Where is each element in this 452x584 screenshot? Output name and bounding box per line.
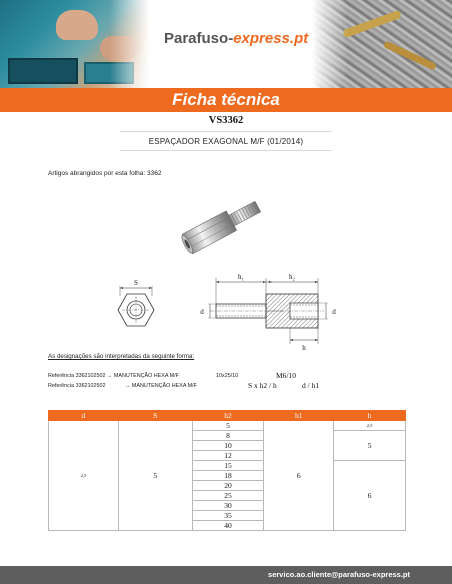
reference-text: Referência 3362102502 [48, 383, 106, 389]
cell-h: 6 [334, 461, 406, 531]
cell-h2: 18 [192, 471, 264, 481]
cell-h2: 20 [192, 481, 264, 491]
cell-h2: 40 [192, 521, 264, 531]
header-h2: h2 [192, 411, 264, 421]
customer-service-email[interactable]: servico.ao.cliente@parafuso-express.pt [268, 570, 410, 579]
cell-s: 5 [118, 421, 192, 531]
divider [120, 150, 332, 151]
cell-h2: 35 [192, 511, 264, 521]
cell-h2: 8 [192, 431, 264, 441]
brand-logo[interactable] [164, 30, 308, 47]
divider [120, 131, 332, 132]
header-s: S [118, 411, 192, 421]
reference-example-2 [48, 383, 197, 389]
cell-h2: 30 [192, 501, 264, 511]
formula-d-h1: d / h1 [302, 381, 320, 390]
header-h1: h1 [264, 411, 334, 421]
reference-arrow-text: → MANUTENÇÃO HEXA M/F [125, 383, 197, 389]
table-header-row [49, 411, 406, 421]
footer-bar [0, 566, 452, 584]
product-name: ESPAÇADOR EXAGONAL M/F (01/2014) [148, 137, 304, 146]
hex-front-view [118, 286, 154, 326]
technical-drawing [112, 268, 344, 352]
cell-h2: 12 [192, 451, 264, 461]
cell-h2: 15 [192, 461, 264, 471]
dim-label-h1: h₁ [238, 273, 244, 281]
cell-h1: 6 [264, 421, 334, 531]
reference-example-1 [48, 373, 239, 379]
header-h: h [334, 411, 406, 421]
formula-thread: M6/10 [276, 371, 297, 380]
page-title: Ficha técnica [172, 90, 280, 109]
brand-name: Parafuso- [164, 30, 234, 47]
designation-heading: As designações são interpretadas da seguinte forma: [48, 353, 195, 360]
product-code: VS3362 [208, 115, 244, 126]
dim-label-h2: h₂ [289, 273, 295, 281]
dim-label-s: S [134, 279, 138, 287]
tools-photo [0, 0, 150, 88]
header-banner [0, 0, 452, 88]
cell-d: 2,5 [49, 421, 119, 531]
cell-h2: 25 [192, 491, 264, 501]
cell-h: 2,5 [334, 421, 406, 431]
dim-label-h: h [302, 344, 306, 352]
articles-covered: Artigos abrangidos por esta folha: 3362 [48, 170, 162, 177]
reference-dims: 10x25/10 [216, 373, 239, 379]
brand-domain: express.pt [233, 30, 309, 47]
spacer-photo [168, 190, 278, 258]
cell-h: 5 [334, 431, 406, 461]
title-bar [0, 88, 452, 112]
dim-label-d-right: d [332, 308, 336, 316]
reference-text: Referência 3362102502 → MANUTENÇÃO HEXA M/F [48, 373, 179, 379]
table-row [49, 421, 406, 431]
formula-s-h2-h: S x h2 / h [248, 381, 277, 390]
header-d: d [49, 411, 119, 421]
dimensions-table [48, 410, 406, 531]
dim-label-d-left: d [200, 308, 204, 316]
screws-photo [312, 0, 452, 88]
cell-h2: 10 [192, 441, 264, 451]
side-section-view [208, 278, 328, 344]
cell-h2: 5 [192, 421, 264, 431]
